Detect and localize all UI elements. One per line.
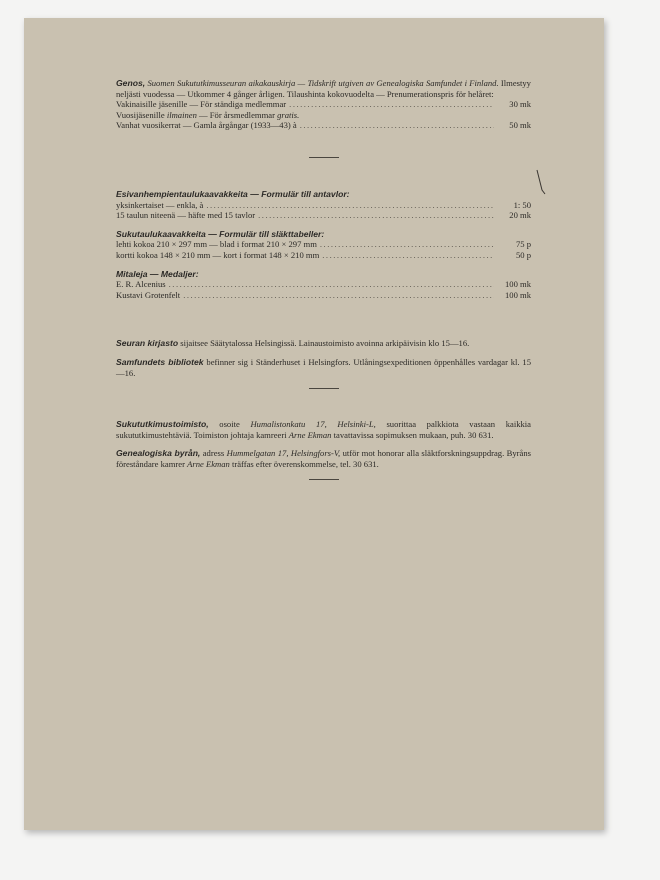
leader-dots xyxy=(320,239,494,250)
section-heading: Esivanhempientaulukaavakkeita — Formulär till antavlor: xyxy=(116,188,350,199)
library-fi-text: sijaitsee Säätytalossa Helsingissä. Lainaustoimisto avoinna arkipäivisin klo 15—16. xyxy=(178,338,470,349)
genos-subtitle-fi: Suomen Sukututkimusseuran aikakauskirja — xyxy=(147,78,306,88)
price-value: 50 p xyxy=(515,249,531,260)
price-value: 50 mk xyxy=(509,120,531,131)
office-sv-address: Hummelgatan 17, Helsingfors-V, xyxy=(226,448,341,459)
price-row xyxy=(116,120,531,131)
price-value: 75 p xyxy=(515,239,531,250)
price-label: Vakinaisille jäsenille — För ständiga medlemmar xyxy=(116,99,287,110)
leader-dots xyxy=(183,290,494,301)
leader-dots xyxy=(206,200,494,211)
office-sv-text: träffas efter överenskommelse, tel. 30 631. xyxy=(229,458,379,469)
office-fi xyxy=(116,419,531,440)
genos-subtitle-sv: Tidskrift utgiven av Genealogiska Samfundet i Finland. xyxy=(307,78,499,88)
office-fi-title: Sukututkimustoimisto, xyxy=(116,419,209,430)
office-sv-text: adress xyxy=(200,448,227,459)
price-value: 30 mk xyxy=(509,99,531,110)
leader-dots xyxy=(289,99,494,110)
price-label: Kustavi Grotenfelt xyxy=(116,289,181,300)
genos-intro xyxy=(116,78,531,99)
price-value: 20 mk xyxy=(509,210,531,221)
price-value: 100 mk xyxy=(504,279,531,290)
office-sv-title: Genealogiska byrån, xyxy=(116,448,201,459)
section-heading: Mitaleja — Medaljer: xyxy=(116,268,199,279)
price-label: kortti kokoa 148 × 210 mm — kort i format 148 × 210 mm xyxy=(116,249,320,260)
office-fi-text: tavattavissa sopimuksen mukaan, puh. 30 631. xyxy=(331,429,494,440)
price-label: ilmainen xyxy=(166,109,197,120)
leader-dots xyxy=(300,120,494,131)
library-sv xyxy=(116,357,531,378)
section-divider xyxy=(309,479,339,480)
price-label: yksinkertaiset — enkla, à xyxy=(116,199,204,210)
price-row xyxy=(116,110,531,121)
price-label: 15 taulun niteenä — häfte med 15 tavlor xyxy=(116,210,256,221)
price-row xyxy=(116,239,531,250)
price-row xyxy=(116,290,531,301)
library-sv-text: befinner sig i Ständerhuset i Helsingfors. Utlåningsexpeditionen öppenhålles vardagar kl. 15—16. xyxy=(116,356,531,378)
leader-dots xyxy=(258,210,494,221)
price-value: 100 mk xyxy=(504,289,531,300)
office-fi-address: Humalistonkatu 17, Helsinki-L, xyxy=(250,419,376,430)
office-fi-text: suorittaa palkkiota vastaan kaikkia sukututkimustehtäviä. Toimiston johtaja kamreeri xyxy=(116,419,532,440)
library-fi xyxy=(116,338,531,349)
price-label: Vanhat vuosikerrat — Gamla årgångar (1933—43) à xyxy=(116,120,297,131)
pencil-mark xyxy=(536,168,546,196)
document-page xyxy=(24,18,604,830)
genos-title: Genos, xyxy=(116,78,146,88)
leader-dots xyxy=(169,279,494,290)
office-fi-text: osoite xyxy=(208,419,251,430)
office-sv-director: Arne Ekman xyxy=(187,458,230,469)
price-label: gratis. xyxy=(277,109,300,120)
price-row xyxy=(116,99,531,110)
price-row xyxy=(116,200,531,211)
price-row xyxy=(116,279,531,290)
office-fi-director: Arne Ekman xyxy=(288,429,332,440)
page-content xyxy=(116,78,531,480)
price-label: lehti kokoa 210 × 297 mm — blad i format 210 × 297 mm xyxy=(116,239,317,250)
price-row xyxy=(116,210,531,221)
library-sv-title: Samfundets bibliotek xyxy=(116,356,204,367)
leader-dots xyxy=(322,250,494,261)
office-sv-text: utför mot honorar alla släktforskningsuppdrag. Byråns föreståndare kamrer xyxy=(116,448,531,469)
section-heading: Sukutaulukaavakkeita — Formulär till släkttabeller: xyxy=(116,228,325,239)
genos-frequency: Ilmestyy neljästi vuodessa — Utkommer 4 gånger årligen. Tilaushinta kokovuodelta — Prenumerationspris för helåret: xyxy=(116,78,531,99)
price-label: — För årsmedlemmar xyxy=(196,109,278,120)
price-label: Vuosijäsenille xyxy=(116,109,167,120)
price-value: 1: 50 xyxy=(513,199,531,210)
price-row xyxy=(116,250,531,261)
price-label: E. R. Alcenius xyxy=(116,279,166,290)
office-sv xyxy=(116,448,531,469)
library-fi-title: Seuran kirjasto xyxy=(116,338,179,349)
